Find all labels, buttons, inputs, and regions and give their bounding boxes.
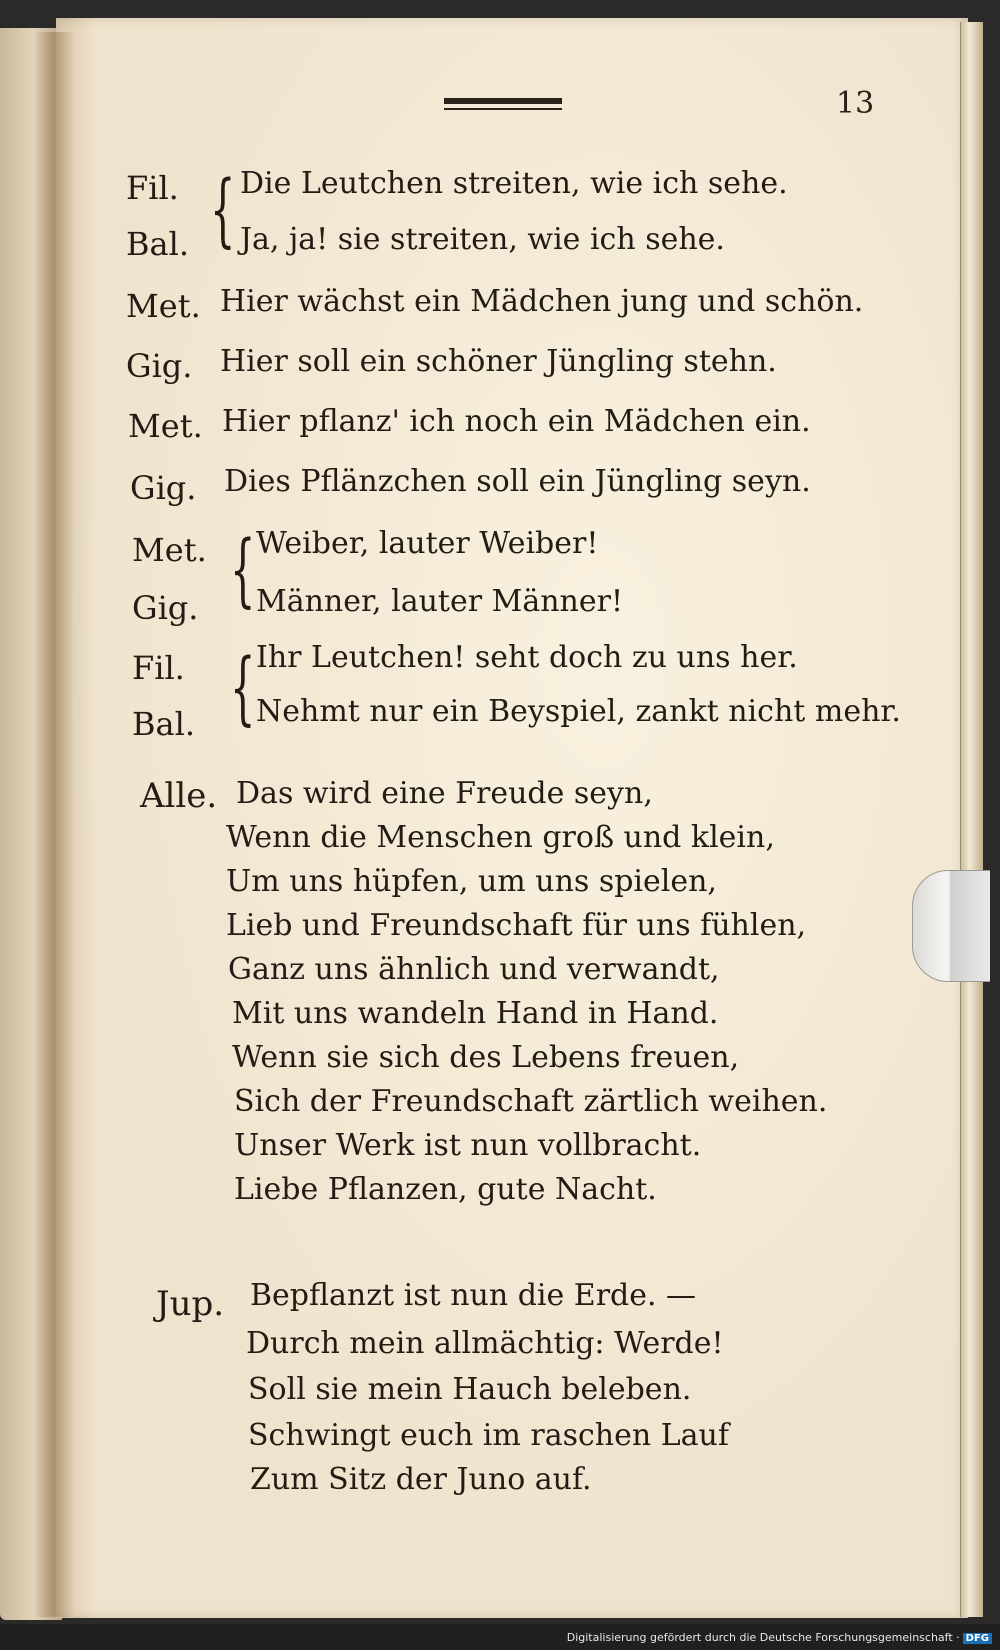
verse-line: Dies Pflänzchen soll ein Jüngling seyn. xyxy=(224,464,811,499)
header-rule-ornament xyxy=(444,98,562,110)
curly-brace-icon: { xyxy=(210,163,236,256)
speaker-label: Gig. xyxy=(126,347,193,385)
speaker-label: Met. xyxy=(126,287,201,325)
verse-line: Wenn die Menschen groß und klein, xyxy=(226,820,775,855)
verse-line: Mit uns wandeln Hand in Hand. xyxy=(232,996,719,1031)
verse-line: Hier wächst ein Mädchen jung und schön. xyxy=(220,284,864,319)
verse-line: Lieb und Freundschaft für uns fühlen, xyxy=(226,908,807,943)
verse-line: Die Leutchen streiten, wie ich sehe. xyxy=(240,166,788,201)
curly-brace-icon: { xyxy=(230,523,256,616)
speaker-label: Met. xyxy=(132,531,207,569)
dfg-logo: DFG xyxy=(963,1633,992,1644)
verse-line: Liebe Pflanzen, gute Nacht. xyxy=(234,1172,657,1207)
verse-line: Um uns hüpfen, um uns spielen, xyxy=(226,864,717,899)
right-page-edge xyxy=(960,22,983,1617)
verse-line: Ihr Leutchen! seht doch zu uns her. xyxy=(256,640,798,675)
speaker-label: Gig. xyxy=(132,589,199,627)
spine-shadow xyxy=(34,32,74,1617)
footer-credit-text: Digitalisierung gefördert durch die Deutsche Forschungsgemeinschaft · xyxy=(566,1631,960,1644)
verse-line: Wenn sie sich des Lebens freuen, xyxy=(232,1040,740,1075)
footer-credit xyxy=(567,1631,992,1644)
speaker-label-alle: Alle. xyxy=(140,776,218,816)
curly-brace-icon: { xyxy=(230,641,256,734)
verse-line: Durch mein allmächtig: Werde! xyxy=(246,1326,724,1361)
speaker-label: Gig. xyxy=(130,469,197,507)
verse-line: Soll sie mein Hauch beleben. xyxy=(248,1372,692,1407)
verse-line: Ja, ja! sie streiten, wie ich sehe. xyxy=(240,222,725,257)
speaker-label: Fil. xyxy=(126,169,179,207)
speaker-label: Met. xyxy=(128,407,203,445)
verse-line: Bepflanzt ist nun die Erde. — xyxy=(250,1278,697,1313)
verse-line: Hier soll ein schöner Jüngling stehn. xyxy=(220,344,777,379)
verse-line: Das wird eine Freude seyn, xyxy=(236,776,653,811)
verse-line: Weiber, lauter Weiber! xyxy=(256,526,599,561)
speaker-label: Fil. xyxy=(132,649,185,687)
verse-line: Hier pflanz' ich noch ein Mädchen ein. xyxy=(222,404,811,439)
page-number: 13 xyxy=(836,86,875,121)
speaker-label-jup: Jup. xyxy=(156,1284,225,1324)
speaker-label: Bal. xyxy=(126,225,189,263)
verse-line: Sich der Freundschaft zärtlich weihen. xyxy=(234,1084,828,1119)
verse-line: Männer, lauter Männer! xyxy=(256,584,624,619)
verse-line: Unser Werk ist nun vollbracht. xyxy=(234,1128,702,1163)
verse-line: Schwingt euch im raschen Lauf xyxy=(248,1418,729,1453)
speaker-label: Bal. xyxy=(132,705,195,743)
verse-line: Ganz uns ähnlich und verwandt, xyxy=(228,952,720,987)
page-clip-bar xyxy=(950,870,990,982)
verse-line: Nehmt nur ein Beyspiel, zankt nicht mehr. xyxy=(256,694,901,729)
verse-line: Zum Sitz der Juno auf. xyxy=(250,1462,592,1497)
